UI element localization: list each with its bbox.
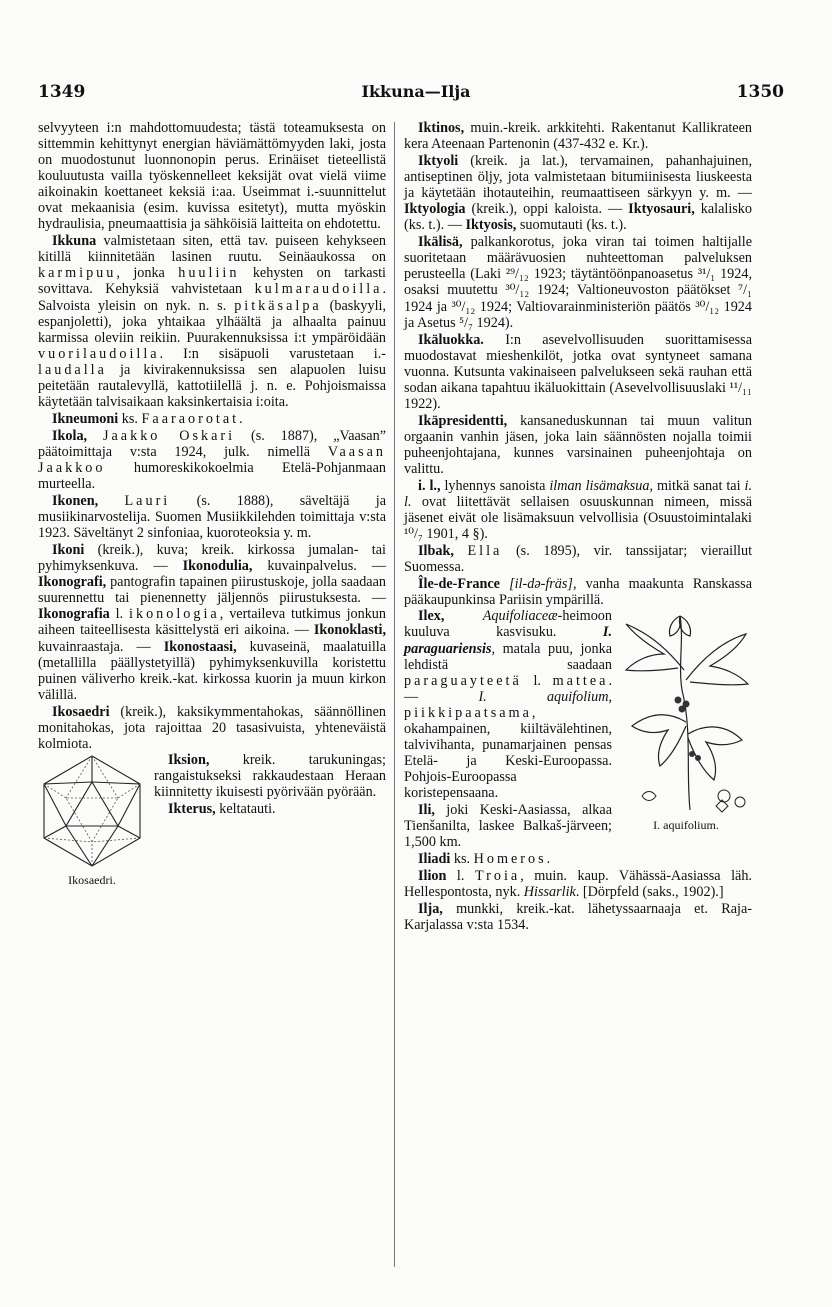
headword: Iktyoli (418, 153, 459, 170)
entry-text: . I:n sisäpuoli varustetaan i.- (159, 345, 386, 362)
entry-2 (38, 411, 386, 427)
entry-text: -heimoon kuuluva kasvisuku. (404, 608, 612, 641)
entry-text: (kreik.), oppi kaloista. — (465, 201, 629, 218)
entry-text: ovat liitettävät sellaisen osuuskunnan nimeen, missä jäsenet eivät ole lisämaksuun velvollisia (Osuustoimintalaki ¹⁰/₇ 1901, 4 §). (404, 494, 752, 543)
entry-text: kreik. tarukuningas; rangaistukseksi rakkaudestaan Heraan kiinnitetty ikuisesti pyörivään pyörään. (154, 751, 386, 800)
headword: Ikosaedri (52, 703, 110, 720)
entry-text: I. paraguariensis (404, 624, 612, 657)
entry-text: huuliin (178, 265, 240, 282)
headword: Ilex, (418, 608, 445, 625)
headword: Ilion (418, 868, 447, 885)
entry-text: , matala puu, jonka lehdistä saadaan (404, 640, 612, 673)
headword: Ikonografia (38, 606, 110, 623)
headword: Ilja, (418, 901, 443, 918)
icosahedron-caption: Ikosaedri. (68, 872, 116, 887)
entry-text: (kreik.), kuva; kreik. kirkossa jumalan- tai pyhimyksenkuva. — (38, 542, 386, 575)
entry-text: suomutauti (ks. t.). (516, 217, 627, 234)
headword: Iktinos, (418, 120, 465, 136)
entry-text: humoreskikokoelmia Etelä-Pohjanmaan murteella. (38, 459, 386, 493)
entry-text: kuvaseinä, maalatuilla (metallilla päällystetyillä) pyhimyksenkuvilla koristettu puinen väliverho kreik.-kat. kirkossa kuorin ja muun kirkon välillä. (38, 638, 386, 703)
entry-text: Ella (467, 543, 503, 560)
headword: Ilbak, (418, 543, 454, 560)
entry-3 (404, 332, 752, 412)
entry-text (444, 608, 482, 624)
entry-1 (38, 233, 386, 410)
entry-text: [il-də-fräs] (509, 576, 573, 593)
entry-text: I:n asevelvollisuuden suorittamisessa muodostavat mieshenkilöt, jotka ovat syntyneet samana vuonna. Kutsunta vakinaiseen palvelukseen sekä rauhan että sodan aikana tapahtuu ikäluokittain (Asevelvollisuuslaki ¹¹/₁₁ 1922). (404, 331, 752, 412)
headword: Ikonodulia, (182, 558, 253, 575)
entry-4 (38, 493, 386, 541)
right-column (404, 120, 752, 933)
entry-text: i. l. (404, 478, 752, 511)
entry-text (454, 543, 468, 559)
entry-text: , okahampainen, kiiltävälehtinen, talvivihanta, punamarjainen pensas Etelä- ja Keski-Euroopassa. Pohjois-Euroopassa koristepensaana. (404, 704, 612, 801)
entry-text: paraguayteetä (404, 672, 522, 689)
headword: Iktyosis, (465, 217, 517, 234)
entry-0 (404, 120, 752, 152)
entry-text (87, 428, 103, 444)
entry-text: pitkäsalpa (234, 297, 322, 314)
entry-text: ilman lisämaksua (549, 478, 650, 495)
headword: Ikonen, (52, 493, 99, 510)
headword: Ikälisä, (418, 234, 463, 251)
headword: Iktyologia (404, 201, 466, 218)
entry-text: joki Keski-Aasiassa, alkaa Tienšanilta, laskee Balkaš-järveen; 1,500 km. (404, 801, 612, 851)
entry-text: (s. 1888), säveltäjä ja musiikinarvostelija. Suomen Musiikkilehden toimittaja v:sta 1923. Säveltänyt 2 sinfoniaa, kuoroteoksia y. m. (38, 493, 387, 542)
entry-text: l. (446, 868, 475, 885)
holly-figure (620, 610, 752, 838)
headword: Ikäluokka. (418, 331, 484, 348)
entry-text: . — (404, 672, 612, 705)
entry-text: vuorilaudoilla (38, 345, 160, 362)
entry-text: kalalisko (ks. t.). — (404, 201, 752, 234)
entry-7 (404, 576, 752, 608)
headword: Iliadi (418, 851, 451, 868)
entry-text: . Salvoista yleisin on nyk. n. s. (38, 281, 386, 314)
entry-text: , muin. kaup. Vähässä-Aasiassa läh. Hellespontosta, nyk. (404, 868, 752, 901)
entry-text: kehysten on tarkasti sovittava. Kehyksiä vahvistetaan (38, 265, 386, 298)
entry-text: , jonka (116, 265, 179, 282)
entry-text: mattea (552, 672, 609, 689)
entry-text: keltatauti. (215, 800, 276, 817)
entry-text: ks. (450, 851, 474, 868)
entry-12 (404, 901, 752, 933)
entry-text: kuvainpalvelus. — (252, 558, 386, 575)
entry-text (500, 576, 509, 592)
headword: Ili, (418, 801, 435, 818)
headword: Ikterus, (168, 800, 216, 817)
icosahedron-figure (38, 752, 146, 890)
column-divider (394, 122, 395, 1267)
running-title: Ikkuna—Ilja (361, 82, 471, 101)
entry-text: Vaasan Jaakkoo (38, 443, 386, 476)
entry-text: Homeros (473, 851, 547, 868)
headword: Iksion, (168, 751, 210, 768)
entry-5 (404, 478, 752, 542)
entry-3 (38, 428, 386, 492)
entry-6 (38, 704, 386, 752)
entry-text: ikonologia (129, 606, 220, 623)
entry-text: piikkipaatsama (404, 704, 532, 721)
entry-2 (404, 234, 752, 330)
entry-text: Faaraorotat (141, 410, 240, 427)
entry-6 (404, 543, 752, 575)
headword: Ikonostaasi, (163, 638, 237, 655)
entry-text: , vanha maakunta Ranskassa pääkaupunkinsa Pariisin ympärillä. (404, 576, 753, 609)
entry-text: laudalla (38, 361, 107, 378)
right-page-number: 1350 (736, 82, 784, 102)
entry-text: . (239, 410, 243, 427)
entry-text: , mitkä sanat tai (649, 478, 745, 495)
entry-text: karmipuu (38, 265, 117, 282)
entry-text: palkankorotus, joka viran tai toimen haltijalle suoritetaan määrävuosien nuhteettoman palveluksen perusteella (Laki ²⁹/₁₂ 1923; täytäntöönpanoasetus ³¹/₁ 1924, osaksi muutettu ³⁰/₁₂ 1924; Valtioneuvoston päätökset ⁷/₁ 1924 ja ³⁰/₁₂ 1924; Valtiovarainministeriön päätös ³⁰/₁₂ 1924 ja Asetus ⁵/₇ 1924). (404, 234, 752, 331)
entry-5 (38, 542, 386, 702)
entry-text: kulmaraudoilla (254, 281, 383, 298)
headword: Ikonografi, (38, 574, 107, 591)
entry-4 (404, 413, 752, 477)
headword: Île-de-France (418, 576, 500, 593)
headword: Ikkuna (52, 233, 97, 250)
headword: Ikonoklasti, (313, 622, 386, 639)
entry-0 (38, 120, 386, 232)
holly-illustration (620, 610, 752, 815)
entry-text: munkki, kreik.-kat. lähetyssaarnaaja et. Raja-Karjalassa v:sta 1534. (404, 901, 752, 934)
entry-text: . (546, 851, 551, 868)
entry-text: Jaakko Oskari (102, 427, 236, 444)
entry-text: . [Dörpfeld (saks., 1902).] (575, 884, 724, 901)
entry-text: selvyyteen i:n mahdottomuudesta; tästä toteamuksesta on sittemmin kehittynyt energian häviämättömyyden laki, josta on muodostunut luonnonopin perus. Erinäiset tieteellistä kouluutusta vailla työskennelleet keksijät ovat vielä viime aikoinakin koettaneet keksiä i:aa. Useimmat i.-suunnittelut ovat mekaanisia (esim. kuvissa esitetyt), mutta myöskin hydraulisia, pneumaattisia ja sähköisiä laitteita on ehdotettu. (38, 120, 386, 233)
entry-text: (baskyyli, espanjoletti), joka yhtaikaa ylhäältä ja alhaalta painuu karmissa oleviin reikiin. Puurakennuksissa i:t ympäröidään (38, 297, 387, 346)
headword: Ikoni (52, 542, 85, 559)
headword: Ikneumoni (52, 410, 119, 427)
entry-text: I. aquifolium (478, 688, 609, 705)
entry-text: , vertaileva tutkimus jonkun aiheen taiteellisesta käsittelystä eri aikoina. — (38, 606, 386, 639)
headword: Ikola, (52, 427, 88, 444)
holly-caption: I. aquifolium. (653, 818, 719, 833)
entry-11 (404, 868, 752, 900)
entry-text: lyhennys sanoista (440, 478, 550, 495)
entry-text: (s. 1895), vir. tanssijatar; vieraillut Suomessa. (404, 543, 753, 576)
entry-1 (404, 153, 752, 233)
entry-text: (s. 1887), „Vaasan” päätoimittaja v:sta 1924, julk. nimellä (38, 427, 386, 460)
headword: Iktyosauri, (628, 201, 695, 218)
entry-text: (kreik. ja lat.), tervamainen, pahanhajuinen, antiseptinen öljy, jota valmistetaan bitumiinisesta liuskeesta ja käytetään ihotauteihin, reumaattiseen särkyyn y. m. — (404, 153, 752, 202)
entry-text: , (608, 688, 612, 705)
entry-10 (404, 851, 752, 867)
entry-text: Hissarlik (523, 884, 576, 901)
entry-text: muin.-kreik. arkkitehti. Rakentanut Kallikrateen kera Ateenaan Partenonin (437-432 e. Kr.). (404, 120, 752, 153)
left-page-number: 1349 (38, 82, 86, 102)
entry-text: valmistetaan siten, että tav. puiseen kehykseen kitillä kiinnitetään lasinen ruutu. Seinäaukossa on (38, 233, 386, 266)
headword: Ikäpresidentti, (418, 412, 508, 429)
entry-text: Lauri (124, 493, 171, 510)
entry-text: ks. (118, 410, 142, 427)
entry-text: ja kivirakennuksissa sen alapuolen luisu peitetään rautalevyllä, kattotiilellä j. n. e. Pohjoismaissa käytetään talvisaikaan kaksinkertaisia i:oita. (38, 361, 386, 410)
entry-text: pantografin tapainen piirustuskoje, jolla saadaan suurennettu tai pienennetty jäljennös piirustuksesta. — (38, 574, 386, 607)
entry-text: kuvainraastaja. — (38, 638, 164, 655)
entry-text: kansaneduskunnan tai muun valitun orgaanin vanhin jäsen, joka lain säännösten nojalla toimii puheenjohtajana, kunnes varsinainen puheenjohtaja on valittu. (404, 412, 752, 477)
left-column (38, 120, 386, 890)
entry-text: Aquifoliaceæ (482, 608, 558, 625)
entry-text: l. (521, 672, 553, 689)
icosahedron-illustration (38, 752, 146, 870)
entry-text: l. (109, 606, 130, 623)
entry-text (98, 493, 124, 509)
entry-text: (kreik.), kaksikymmentahokas, säännöllinen monitahokas, jota rajoittaa 20 tasasivuista, yhteneväistä kolmiota. (38, 703, 386, 752)
entry-text: Troia (474, 868, 521, 885)
headword: i. l., (418, 478, 441, 495)
